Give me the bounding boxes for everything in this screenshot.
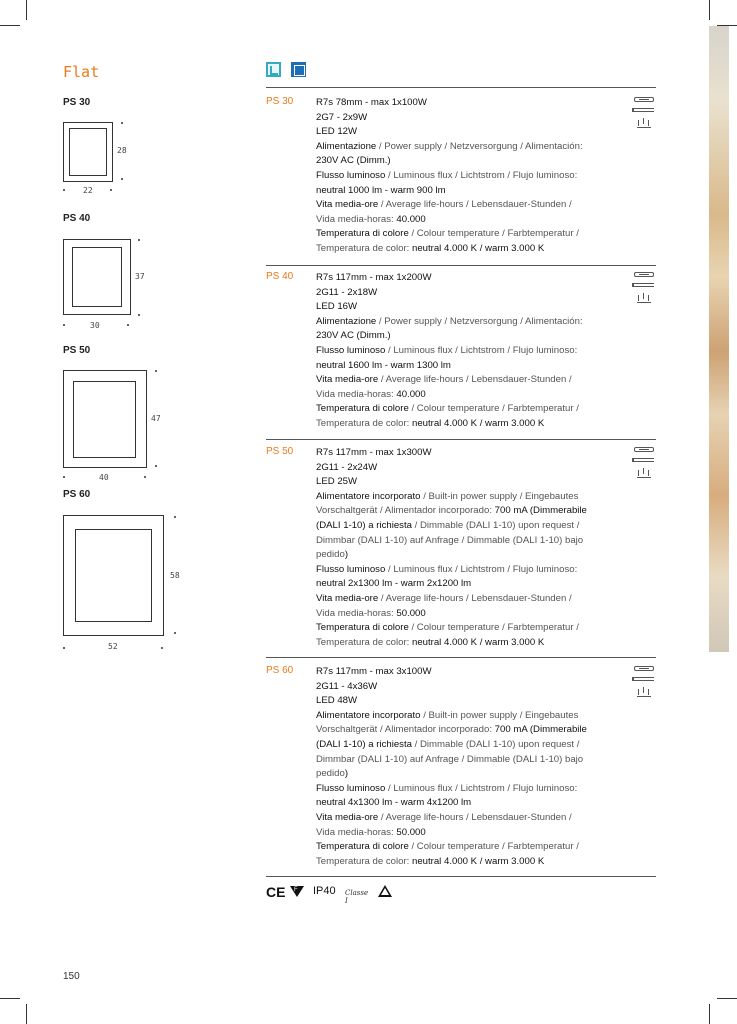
spec-value: Flusso luminoso	[316, 169, 386, 181]
spec-value: 230V AC (Dimm.)	[316, 155, 391, 167]
spec-translation: / Average life-hours / Lebensdauer-Stunden /	[378, 199, 572, 211]
model-label: PS 60	[63, 489, 91, 500]
spec-line	[316, 782, 606, 797]
spec-line	[316, 344, 606, 359]
spec-value: 50.000	[396, 607, 426, 619]
spec-value: Alimentatore incorporato	[316, 490, 421, 502]
width-dimension: 40	[99, 473, 109, 482]
spec-translation: Vida media-horas:	[316, 826, 397, 838]
spec-line	[316, 286, 606, 301]
model-label: PS 30	[63, 97, 91, 108]
spec-line	[316, 315, 606, 330]
spec-translation: / Luminous flux / Lichtstrom / Flujo luminoso:	[385, 782, 578, 794]
led-lamp-icon	[634, 118, 654, 128]
f-mark-icon	[290, 886, 304, 897]
spec-line	[316, 534, 606, 549]
spec-value: Temperatura di colore	[316, 403, 409, 415]
width-dimension: 52	[108, 642, 118, 651]
spec-value: Vita media-ore	[316, 199, 379, 211]
spec-translation: Dimmbar (DALI 1-10) auf Anfrage / Dimmable (DALI 1-10) bajo	[316, 534, 584, 546]
spec-line	[316, 709, 606, 724]
spec-value: R7s 117mm - max 1x300W	[316, 447, 432, 458]
spec-line	[316, 402, 606, 417]
spec-line	[316, 388, 606, 403]
spec-line	[316, 213, 606, 228]
spec-translation: Dimmbar (DALI 1-10) auf Anfrage / Dimmable (DALI 1-10) bajo	[316, 753, 584, 765]
spec-line	[316, 111, 606, 126]
spec-line	[316, 227, 606, 242]
spec-line	[316, 855, 606, 870]
lamp-type-icons	[634, 271, 656, 309]
spec-line	[316, 738, 606, 753]
spec-line	[316, 300, 606, 315]
fluorescent-lamp-icon	[634, 283, 654, 287]
divider	[266, 87, 656, 88]
spec-translation: / Luminous flux / Lichtstrom / Flujo luminoso:	[385, 563, 578, 575]
spec-line	[316, 840, 606, 855]
spec-translation: Vida media-horas:	[316, 388, 397, 400]
spec-line	[316, 169, 606, 184]
spec-line	[316, 242, 606, 257]
spec-value: 2G11 - 2x18W	[316, 286, 378, 298]
r7s-lamp-icon	[634, 97, 654, 102]
spec-value: Flusso luminoso	[316, 782, 386, 794]
spec-translation: / Luminous flux / Lichtstrom / Flujo luminoso:	[385, 344, 578, 356]
spec-translation: / Colour temperature / Farbtemperatur /	[408, 228, 579, 240]
spec-line	[316, 490, 606, 505]
spec-translation: / Luminous flux / Lichtstrom / Flujo luminoso:	[385, 169, 578, 181]
spec-value: Flusso luminoso	[316, 563, 386, 575]
spec-translation: / Built-in power supply / Eingebautes	[420, 709, 579, 721]
ce-mark-icon: CE	[266, 884, 286, 900]
warning-icon	[378, 885, 392, 897]
height-dimension: 37	[135, 272, 145, 281]
fluorescent-lamp-icon	[634, 458, 654, 462]
spec-value: R7s 117mm - max 3x100W	[316, 666, 432, 677]
spec-line	[316, 198, 606, 213]
spec-value: )	[344, 549, 349, 561]
spec-line	[316, 519, 606, 534]
spec-value: Alimentatore incorporato	[316, 709, 421, 721]
spec-line	[316, 154, 606, 169]
spec-value: R7s 117mm - max 1x200W	[316, 272, 432, 283]
spec-translation: Temperatura de color:	[316, 636, 412, 648]
crop-mark	[709, 0, 710, 20]
spec-translation: / Dimmable (DALI 1-10) upon request /	[411, 738, 580, 750]
spec-value: Alimentazione	[316, 140, 377, 152]
spec-translation: / Colour temperature / Farbtemperatur /	[408, 403, 579, 415]
model-label: PS 50	[63, 345, 91, 356]
spec-value: Vita media-ore	[316, 592, 379, 604]
spec-value: 230V AC (Dimm.)	[316, 330, 391, 342]
technical-drawing	[63, 239, 131, 315]
spec-value: neutral 1600 lm - warm 1300 lm	[316, 359, 451, 371]
spec-translation: / Average life-hours / Lebensdauer-Stunden /	[378, 592, 572, 604]
spec-value: neutral 4.000 K / warm 3.000 K	[411, 855, 545, 867]
spec-value: (DALI 1-10) a richiesta	[316, 519, 412, 531]
spec-value: Vita media-ore	[316, 811, 379, 823]
spec-translation: Vorschaltgerät / Alimentador incorporado:	[316, 505, 495, 517]
r7s-lamp-icon	[634, 447, 654, 452]
crop-mark	[26, 1004, 27, 1024]
divider	[266, 265, 656, 266]
spec-line	[316, 607, 606, 622]
spec-translation: / Average life-hours / Lebensdauer-Stunden /	[378, 811, 572, 823]
spec-line	[316, 694, 606, 709]
spec-value: R7s 78mm - max 1x100W	[316, 97, 427, 108]
divider	[266, 876, 656, 877]
dimmable-icon	[266, 62, 281, 77]
spec-value: 40.000	[396, 388, 426, 400]
spec-line	[316, 621, 606, 636]
lamp-type-icons	[634, 446, 656, 484]
spec-value: neutral 4.000 K / warm 3.000 K	[411, 636, 545, 648]
recessed-icon	[291, 62, 306, 77]
spec-value: 50.000	[396, 826, 426, 838]
spec-translation: pedido	[316, 549, 345, 561]
spec-translation: / Colour temperature / Farbtemperatur /	[408, 622, 579, 634]
crop-mark	[26, 0, 27, 20]
spec-value: 2G7 - 2x9W	[316, 111, 368, 123]
spec-value: LED 25W	[316, 476, 358, 488]
spec-line	[316, 140, 606, 155]
product-code: PS 40	[266, 271, 294, 282]
led-lamp-icon	[634, 468, 654, 478]
spec-line	[316, 504, 606, 519]
width-dimension: 22	[83, 186, 93, 195]
product-spec	[316, 271, 606, 432]
spec-line	[316, 723, 606, 738]
decorative-photo-strip	[709, 26, 729, 652]
spec-translation: / Dimmable (DALI 1-10) upon request /	[411, 519, 580, 531]
spec-value: neutral 1000 lm - warm 900 lm	[316, 184, 446, 196]
spec-line	[316, 96, 606, 111]
spec-value: neutral 4x1300 lm - warm 4x1200 lm	[316, 797, 472, 809]
crop-mark	[717, 998, 737, 999]
spec-translation: Vida media-horas:	[316, 213, 397, 225]
spec-translation: Temperatura de color:	[316, 242, 412, 254]
spec-value: LED 12W	[316, 126, 358, 138]
page-number: 150	[63, 971, 80, 982]
spec-translation: Vorschaltgerät / Alimentador incorporado:	[316, 724, 495, 736]
divider	[266, 439, 656, 440]
crop-mark	[0, 25, 20, 26]
r7s-lamp-icon	[634, 666, 654, 671]
class-rating: Classe I	[345, 889, 369, 905]
r7s-lamp-icon	[634, 272, 654, 277]
led-lamp-icon	[634, 293, 654, 303]
fluorescent-lamp-icon	[634, 108, 654, 112]
page-title: Flat	[63, 63, 100, 81]
spec-translation: Temperatura de color:	[316, 417, 412, 429]
led-lamp-icon	[634, 687, 654, 697]
spec-line	[316, 417, 606, 432]
technical-drawing	[63, 370, 147, 468]
crop-mark	[709, 1004, 710, 1024]
spec-value: Alimentazione	[316, 315, 377, 327]
divider	[266, 657, 656, 658]
crop-mark	[0, 998, 20, 999]
spec-line	[316, 753, 606, 768]
spec-value: )	[344, 768, 349, 780]
spec-line	[316, 563, 606, 578]
spec-value: 2G11 - 4x36W	[316, 680, 378, 692]
spec-value: Flusso luminoso	[316, 344, 386, 356]
spec-line	[316, 811, 606, 826]
spec-line	[316, 475, 606, 490]
spec-line	[316, 446, 606, 461]
spec-value: (DALI 1-10) a richiesta	[316, 738, 412, 750]
f-mark-letter: F	[294, 887, 298, 893]
spec-translation: Temperatura de color:	[316, 855, 412, 867]
product-spec	[316, 446, 606, 650]
spec-line	[316, 577, 606, 592]
spec-value: 700 mA (Dimmerabile	[494, 724, 587, 736]
spec-value: 700 mA (Dimmerabile	[494, 505, 587, 517]
lamp-type-icons	[634, 96, 656, 134]
technical-drawing	[63, 122, 113, 182]
height-dimension: 28	[117, 146, 127, 155]
spec-value: Temperatura di colore	[316, 622, 409, 634]
height-dimension: 47	[151, 414, 161, 423]
spec-line	[316, 826, 606, 841]
spec-line	[316, 796, 606, 811]
spec-value: LED 48W	[316, 695, 358, 707]
model-label: PS 40	[63, 213, 91, 224]
spec-line	[316, 665, 606, 680]
spec-line	[316, 680, 606, 695]
product-code: PS 60	[266, 665, 294, 676]
product-code: PS 30	[266, 96, 294, 107]
spec-translation: / Power supply / Netzversorgung / Alimentación:	[376, 315, 583, 327]
spec-translation: Vida media-horas:	[316, 607, 397, 619]
spec-line	[316, 184, 606, 199]
spec-line	[316, 271, 606, 286]
spec-value: Temperatura di colore	[316, 228, 409, 240]
spec-value: neutral 4.000 K / warm 3.000 K	[411, 417, 545, 429]
spec-translation: / Power supply / Netzversorgung / Alimentación:	[376, 140, 583, 152]
technical-drawing	[63, 515, 164, 636]
spec-line	[316, 125, 606, 140]
product-spec	[316, 665, 606, 869]
spec-value: LED 16W	[316, 301, 358, 313]
fluorescent-lamp-icon	[634, 677, 654, 681]
spec-translation: / Colour temperature / Farbtemperatur /	[408, 841, 579, 853]
product-code: PS 50	[266, 446, 294, 457]
ip-rating: IP40	[313, 885, 336, 897]
spec-line	[316, 767, 606, 782]
spec-value: Temperatura di colore	[316, 841, 409, 853]
spec-value: neutral 4.000 K / warm 3.000 K	[411, 242, 545, 254]
spec-translation: / Built-in power supply / Eingebautes	[420, 490, 579, 502]
spec-line	[316, 592, 606, 607]
spec-line	[316, 359, 606, 374]
product-spec	[316, 96, 606, 257]
spec-line	[316, 461, 606, 476]
spec-value: 40.000	[396, 213, 426, 225]
height-dimension: 58	[170, 571, 180, 580]
spec-value: Vita media-ore	[316, 374, 379, 386]
spec-line	[316, 636, 606, 651]
spec-line	[316, 329, 606, 344]
spec-translation: pedido	[316, 768, 345, 780]
spec-value: neutral 2x1300 lm - warm 2x1200 lm	[316, 578, 472, 590]
width-dimension: 30	[90, 321, 100, 330]
spec-line	[316, 373, 606, 388]
spec-value: 2G11 - 2x24W	[316, 461, 378, 473]
spec-line	[316, 548, 606, 563]
spec-translation: / Average life-hours / Lebensdauer-Stunden /	[378, 374, 572, 386]
lamp-type-icons	[634, 665, 656, 703]
